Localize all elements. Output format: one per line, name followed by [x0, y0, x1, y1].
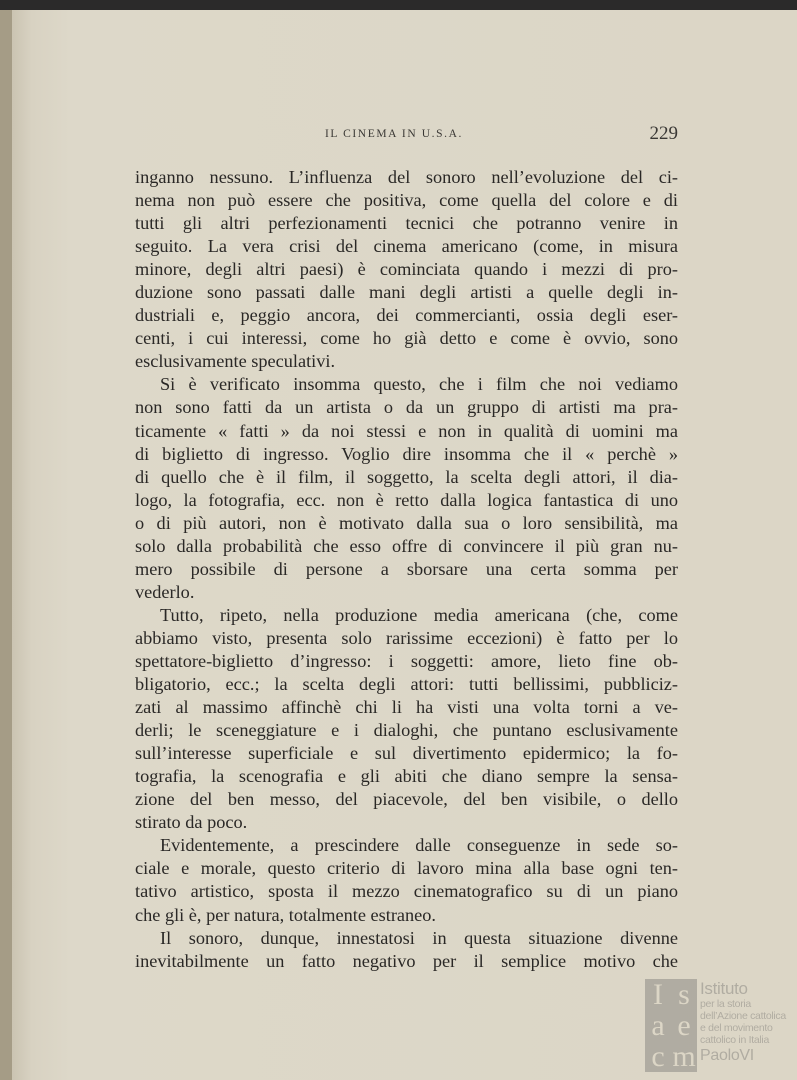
logo-line: Istituto: [700, 979, 748, 998]
text-line: tativo artistico, sposta il mezzo cinematografico su di un piano: [135, 881, 678, 902]
text-line: ticamente « fatti » da noi stessi e non in qualità di uomini ma: [135, 420, 678, 441]
running-title: IL CINEMA IN U.S.A.: [325, 128, 463, 140]
text-line: di biglietto di ingresso. Voglio dire insomma che il « perchè »: [135, 443, 678, 464]
text-line: derli; le sceneggiature e i dialoghi, che puntano esclusivamente: [135, 720, 678, 741]
text-line: non sono fatti da un artista o da un gruppo di artisti ma pra-: [135, 397, 678, 418]
body-text: [135, 166, 678, 973]
text-line: duzione sono passati dalle mani degli artisti a quelle degli in-: [135, 282, 678, 303]
logo-line: dell’Azione cattolica: [700, 1010, 786, 1022]
text-line: nema non può essere che positiva, come quella del colore e di: [135, 190, 678, 211]
text-line: che gli è, per natura, totalmente estraneo.: [135, 904, 436, 925]
logo-line: cattolico in Italia: [700, 1034, 770, 1046]
logo-letter: I: [653, 979, 663, 1010]
text-line: sull’interesse superficiale e sul divertimento epidermico; la fo-: [135, 743, 678, 764]
text-line: bligatorio, ecc.; la scelta degli attori: tutti bellissimi, pubbliciz-: [135, 674, 678, 695]
page-number: 229: [649, 123, 678, 144]
text-line: tografia, la scenografia e gli abiti che diano sempre la sensa-: [135, 766, 678, 787]
text-line: stirato da poco.: [135, 812, 248, 833]
logo-letter: s: [678, 979, 690, 1010]
text-line: centi, i cui interessi, come ho già detto e come è ovvio, sono: [135, 328, 678, 349]
text-line: abbiamo visto, presenta solo rarissime eccezioni) è fatto per lo: [135, 627, 678, 648]
page-gutter-shadow: [0, 10, 12, 1080]
text-line: vederlo.: [135, 581, 195, 602]
text-line: inevitabilmente un fatto negativo per il semplice motivo che: [135, 950, 678, 971]
text-line: solo dalla probabilità che esso offre di convincere il più gran nu-: [135, 535, 678, 556]
logo-letter: e: [677, 1010, 691, 1041]
text-line: o di più autori, non è motivato dalla sua o loro sensibilità, ma: [135, 512, 678, 533]
text-line: seguito. La vera crisi del cinema americano (come, in misura: [135, 236, 678, 257]
text-line: ciale e morale, questo criterio di lavoro mina alla base ogni ten-: [135, 858, 678, 879]
text-line: inganno nessuno. L’influenza del sonoro nell’evoluzione del ci-: [135, 167, 678, 187]
logo-letter: a: [651, 1010, 665, 1041]
logo-letter: c: [651, 1041, 665, 1072]
text-line: dustriali e, peggio ancora, dei commercianti, ossia degli eser-: [135, 305, 678, 326]
text-line: tutti gli altri perfezionamenti tecnici che potranno venire in: [135, 213, 678, 234]
text-line: Si è verificato insomma questo, che i film che noi vediamo: [160, 374, 678, 395]
isacem-watermark-logo: [645, 979, 795, 1074]
logo-line: per la storia: [700, 998, 751, 1010]
text-line: di quello che è il film, il soggetto, la scelta degli attori, il dia-: [135, 466, 678, 487]
text-line: minore, degli altri paesi) è cominciata quando i mezzi di pro-: [135, 259, 678, 280]
text-line: zione del ben messo, del piacevole, del ben visibile, o dello: [135, 789, 678, 810]
logo-text: [700, 979, 786, 1066]
text-line: logo, la fotografia, ecc. non è retto dalla logica fantastica di uno: [135, 489, 678, 510]
text-line: Tutto, ripeto, nella produzione media americana (che, come: [160, 604, 678, 625]
text-line: Evidentemente, a prescindere dalle conseguenze in sede so-: [160, 835, 678, 856]
logo-line: e del movimento: [700, 1022, 773, 1034]
logo-letter: m: [672, 1041, 696, 1072]
logo-monogram: [645, 979, 697, 1072]
text-line: spettatore-biglietto d’ingresso: i soggetti: amore, lieto fine ob-: [135, 650, 678, 671]
text-line: esclusivamente speculativi.: [135, 351, 336, 372]
page-header: [135, 123, 678, 147]
text-line: zati al massimo affinchè chi li ha visti una volta torni a ve-: [135, 697, 678, 718]
text-line: mero possibile di persone a sborsare una certa somma per: [135, 558, 678, 579]
logo-line: PaoloVI: [700, 1047, 754, 1064]
text-line: Il sonoro, dunque, innestatosi in questa situazione divenne: [160, 927, 678, 948]
